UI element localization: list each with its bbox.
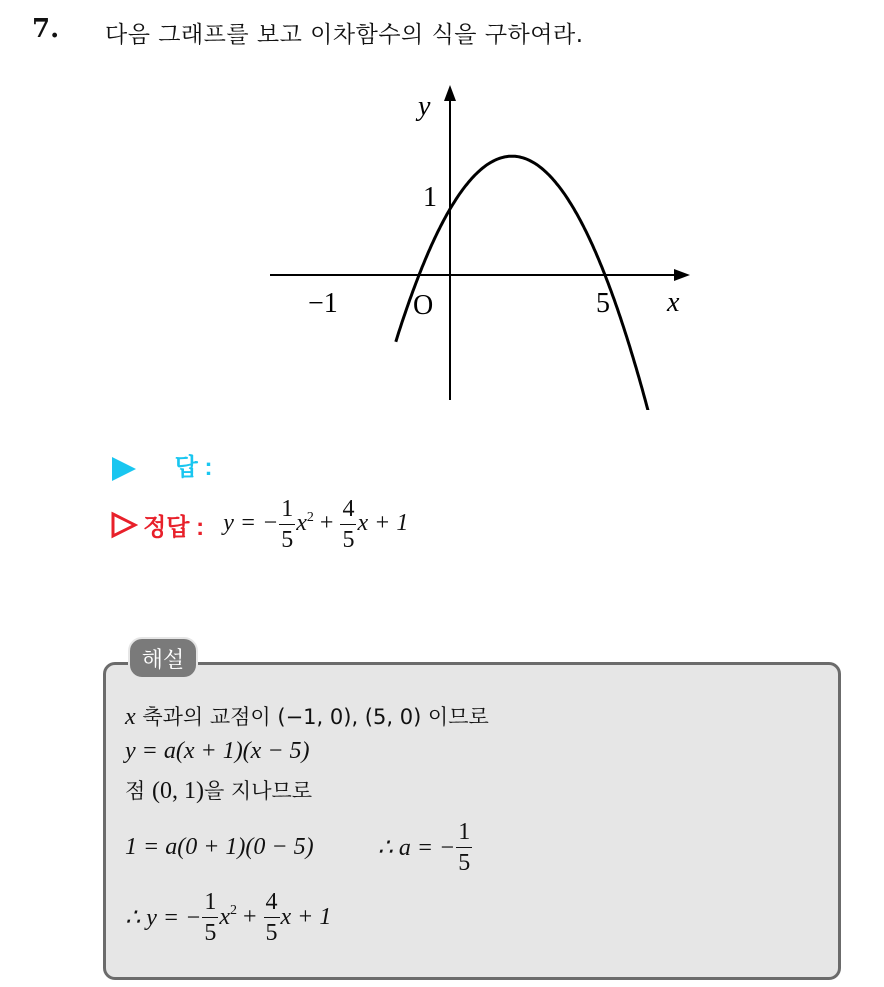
parabola-graph (255, 75, 715, 410)
question-number: 7. (32, 14, 60, 44)
correct-marker-icon (110, 511, 138, 539)
x-tick-neg-label: −1 (308, 288, 338, 319)
explanation-line-4: 1 = a(0 + 1)(0 − 5) ∴ a = − $\frac{1}{5}$ (125, 819, 471, 876)
explanation-tag: 해설 (128, 637, 198, 679)
correct-answer-label: 정답 : (143, 514, 205, 541)
explanation-line-1: x 축과의 교점이 (−1, 0), (5, 0) 이므로 (125, 704, 489, 730)
explanation-line-3: 점 (0, 1)을 지나므로 (125, 778, 313, 804)
x-axis-label: x (667, 287, 680, 318)
explanation-line-2: y = a(x + 1)(x − 5) (125, 738, 310, 764)
x-axis-arrow (674, 269, 690, 281)
origin-label: O (413, 290, 434, 321)
correct-answer-formula: y = − $\frac{1}{5}$ $x^2$ + $\frac{4}{5}$ x + 1 (223, 496, 409, 553)
answer-label: 답 : (174, 454, 213, 481)
x-tick-pos-label: 5 (596, 288, 610, 319)
y-axis-arrow (444, 85, 456, 101)
correct-answer-row (110, 497, 408, 552)
answer-row (110, 447, 213, 483)
explanation-line-5: ∴ y = − $\frac{1}{5}$ $x^2$ + $\frac{4}{5}$ x + 1 (125, 889, 332, 946)
y-tick-label: 1 (423, 182, 437, 213)
y-axis-label: y (418, 91, 431, 122)
question-text: 다음 그래프를 보고 이차함수의 식을 구하여라. (105, 22, 584, 48)
answer-marker-icon (110, 455, 138, 483)
